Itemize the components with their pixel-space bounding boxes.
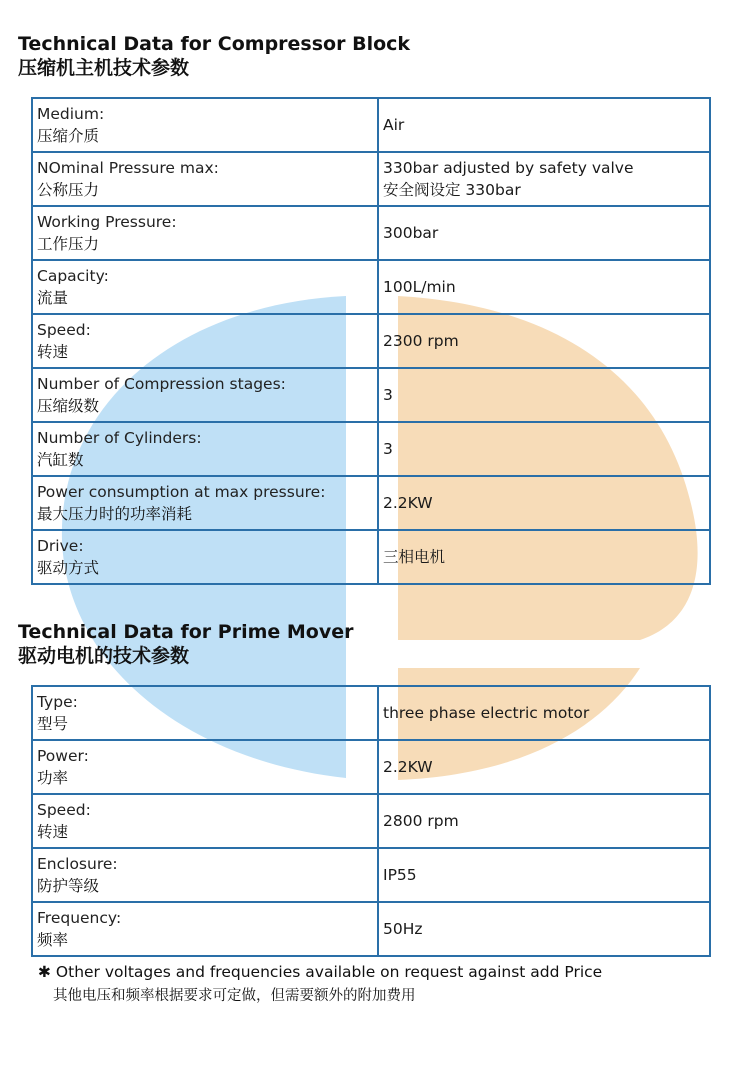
param-value: 3 xyxy=(383,386,393,404)
compressor-key-cell xyxy=(32,98,378,152)
prime-mover-value-cell xyxy=(378,902,710,956)
param-label-cn: 汽缸数 xyxy=(37,451,84,469)
prime-mover-row xyxy=(32,686,710,740)
prime-mover-key-cell xyxy=(32,794,378,848)
compressor-value-cell xyxy=(378,98,710,152)
compressor-value-cell xyxy=(378,422,710,476)
compressor-key-cell xyxy=(32,530,378,584)
param-label-cn: 防护等级 xyxy=(37,877,100,895)
compressor-row xyxy=(32,314,710,368)
compressor-value-cell xyxy=(378,206,710,260)
param-label-en: Capacity: xyxy=(37,267,109,285)
param-value: 三相电机 xyxy=(383,548,446,566)
param-value: 2800 rpm xyxy=(383,812,459,830)
param-value: IP55 xyxy=(383,866,417,884)
param-label-en: NOminal Pressure max: xyxy=(37,159,219,177)
compressor-row xyxy=(32,152,710,206)
prime-mover-value-cell xyxy=(378,848,710,902)
compressor-key-cell xyxy=(32,314,378,368)
param-label-cn: 流量 xyxy=(37,289,69,307)
compressor-title-cn: 压缩机主机技术参数 xyxy=(18,57,190,79)
prime-mover-row xyxy=(32,794,710,848)
param-label-en: Power: xyxy=(37,747,89,765)
prime-mover-value-cell xyxy=(378,740,710,794)
param-label-cn: 频率 xyxy=(37,931,69,949)
param-label-cn: 驱动方式 xyxy=(37,559,100,577)
param-label-cn: 转速 xyxy=(37,343,69,361)
param-value: 2.2KW xyxy=(383,758,433,776)
param-label-en: Working Pressure: xyxy=(37,213,177,231)
param-label-en: Frequency: xyxy=(37,909,122,927)
compressor-value-cell xyxy=(378,476,710,530)
compressor-key-cell xyxy=(32,422,378,476)
prime-mover-key-cell xyxy=(32,848,378,902)
param-label-en: Medium: xyxy=(37,105,105,123)
param-value: three phase electric motor xyxy=(383,704,590,722)
compressor-value-cell xyxy=(378,530,710,584)
compressor-row xyxy=(32,98,710,152)
compressor-row xyxy=(32,476,710,530)
compressor-spec-table xyxy=(31,97,711,585)
param-value: 300bar xyxy=(383,224,439,242)
param-value: 3 xyxy=(383,440,393,458)
param-value: 2300 rpm xyxy=(383,332,459,350)
prime-mover-value-cell xyxy=(378,686,710,740)
prime-mover-row xyxy=(32,848,710,902)
compressor-row xyxy=(32,530,710,584)
prime-mover-spec-table xyxy=(31,685,711,957)
prime-mover-value-cell xyxy=(378,794,710,848)
prime-mover-row xyxy=(32,902,710,956)
param-label-en: Power consumption at max pressure: xyxy=(37,483,326,501)
compressor-row xyxy=(32,260,710,314)
compressor-key-cell xyxy=(32,368,378,422)
compressor-key-cell xyxy=(32,260,378,314)
footnote-en: ✱ Other voltages and frequencies available on request against add Price xyxy=(38,963,603,981)
footnote-cn: 其他电压和频率根据要求可定做，但需要额外的附加费用 xyxy=(53,988,416,1004)
param-label-en: Type: xyxy=(37,693,78,711)
param-label-cn: 最大压力时的功率消耗 xyxy=(37,505,193,523)
compressor-value-cell xyxy=(378,368,710,422)
compressor-value-cell xyxy=(378,314,710,368)
compressor-title-en: Technical Data for Compressor Block xyxy=(18,33,411,55)
param-label-cn: 公称压力 xyxy=(37,181,100,199)
compressor-row xyxy=(32,368,710,422)
compressor-section-title xyxy=(18,32,410,80)
prime-mover-key-cell xyxy=(32,740,378,794)
footnote xyxy=(38,960,602,1008)
param-label-cn: 压缩级数 xyxy=(37,397,100,415)
compressor-key-cell xyxy=(32,206,378,260)
compressor-value-cell xyxy=(378,152,710,206)
prime-mover-section-title xyxy=(18,620,354,668)
param-label-cn: 工作压力 xyxy=(37,235,100,253)
param-label-en: Enclosure: xyxy=(37,855,118,873)
param-label-cn: 转速 xyxy=(37,823,69,841)
param-value: Air xyxy=(383,116,405,134)
param-label-en: Number of Cylinders: xyxy=(37,429,202,447)
param-label-en: Speed: xyxy=(37,801,91,819)
param-value-secondary: 安全阀设定 330bar xyxy=(383,181,521,199)
prime-mover-key-cell xyxy=(32,686,378,740)
param-label-cn: 压缩介质 xyxy=(37,127,100,145)
param-value: 2.2KW xyxy=(383,494,433,512)
prime-mover-key-cell xyxy=(32,902,378,956)
param-value: 50Hz xyxy=(383,920,423,938)
param-label-cn: 功率 xyxy=(37,769,69,787)
prime-mover-title-en: Technical Data for Prime Mover xyxy=(18,621,354,643)
param-label-en: Speed: xyxy=(37,321,91,339)
param-label-en: Number of Compression stages: xyxy=(37,375,286,393)
compressor-row xyxy=(32,422,710,476)
param-value: 100L/min xyxy=(383,278,456,296)
compressor-key-cell xyxy=(32,152,378,206)
param-label-cn: 型号 xyxy=(37,715,69,733)
compressor-row xyxy=(32,206,710,260)
prime-mover-row xyxy=(32,740,710,794)
compressor-value-cell xyxy=(378,260,710,314)
param-label-en: Drive: xyxy=(37,537,84,555)
prime-mover-title-cn: 驱动电机的技术参数 xyxy=(18,645,190,667)
compressor-key-cell xyxy=(32,476,378,530)
param-value: 330bar adjusted by safety valve xyxy=(383,159,634,177)
